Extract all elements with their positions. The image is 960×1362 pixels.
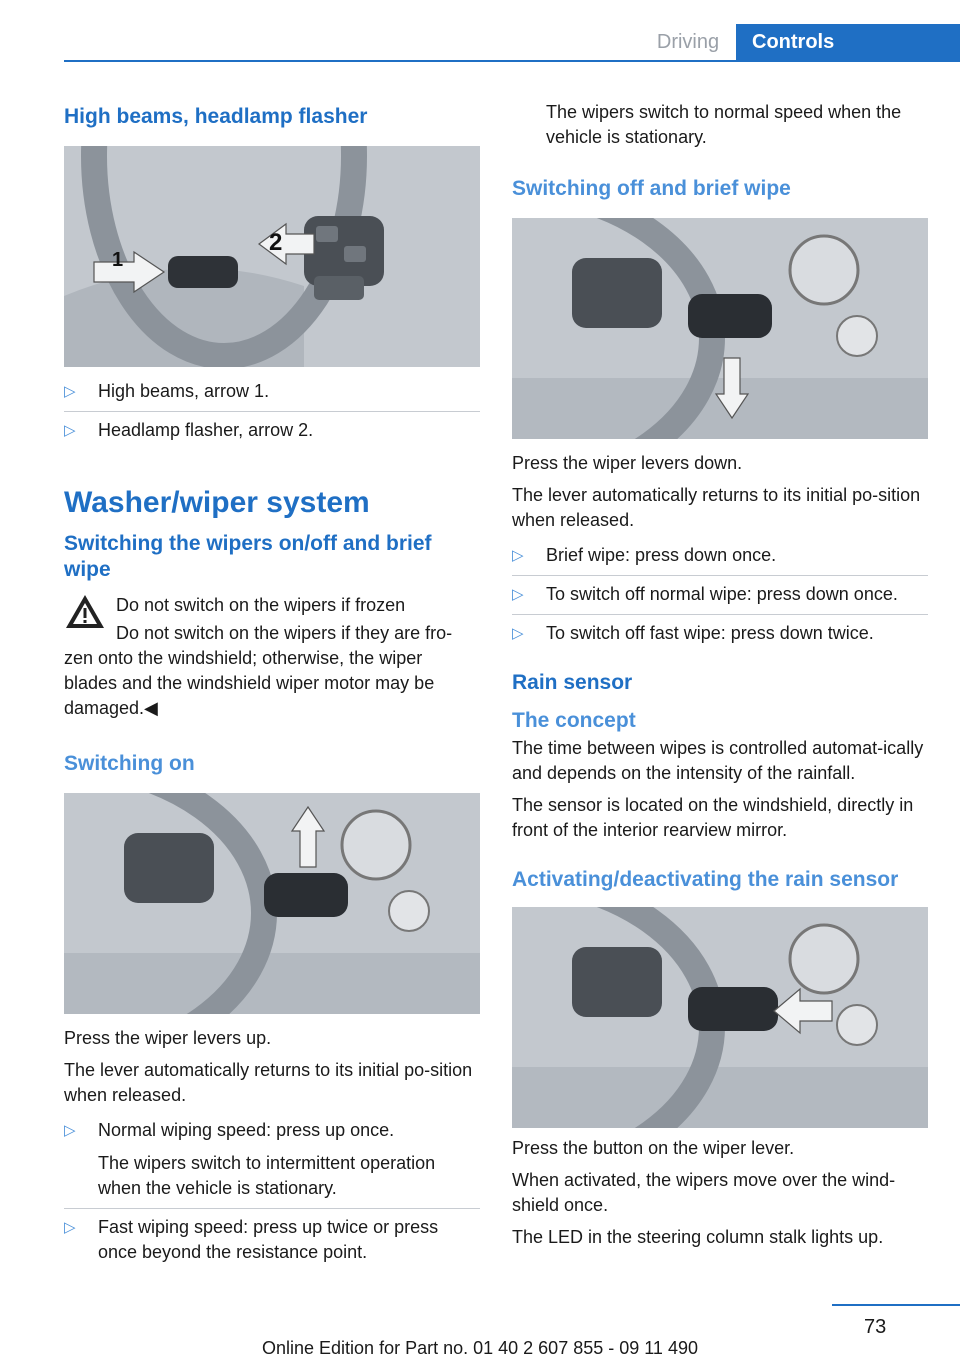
figure-high-beams xyxy=(64,146,480,367)
list-item: ▷ Headlamp flasher, arrow 2. xyxy=(64,418,480,443)
warning-text: zen onto the windshield; otherwise, the wiper blades and the windshield wiper motor may be damaged.◀ xyxy=(64,648,435,718)
right-column xyxy=(512,100,928,1250)
figure-label-1: 1 xyxy=(112,249,124,271)
list-item: ▷ Brief wipe: press down once. xyxy=(512,543,928,568)
left-column xyxy=(64,100,480,1265)
warning-triangle-icon xyxy=(64,593,106,631)
paragraph: The time between wipes is controlled automat-ically and depends on the intensity of the rainfall. xyxy=(512,738,924,783)
figure-switching-on xyxy=(64,793,480,1014)
list-separator xyxy=(512,614,928,615)
heading-concept: The concept xyxy=(512,709,636,732)
list-item-sub: The wipers switch to intermittent operation when the vehicle is stationary. xyxy=(98,1153,436,1198)
paragraph: The LED in the steering column stalk lights up. xyxy=(512,1227,884,1247)
list-item: ▷ To switch off fast wipe: press down twice. xyxy=(512,621,928,646)
list-separator xyxy=(64,1208,480,1209)
triangle-bullet-icon: ▷ xyxy=(64,1219,76,1236)
header-section: Driving xyxy=(656,31,720,53)
figure-rain-sensor xyxy=(512,907,928,1128)
triangle-bullet-icon: ▷ xyxy=(512,547,524,564)
warning-title: Do not switch on the wipers if frozen xyxy=(116,595,406,615)
list-separator xyxy=(512,575,928,576)
triangle-bullet-icon: ▷ xyxy=(512,625,524,642)
heading-high-beams: High beams, headlamp flasher xyxy=(64,105,368,128)
footer-rule xyxy=(832,1304,960,1306)
list-item: ▷ To switch off normal wipe: press down once. xyxy=(512,582,928,607)
footer-edition: Online Edition for Part no. 01 40 2 607 855 - 09 11 490 xyxy=(262,1338,698,1358)
heading-switching-wipers: Switching the wipers on/off and brief wipe xyxy=(64,532,432,581)
triangle-bullet-icon: ▷ xyxy=(64,383,76,400)
paragraph: The sensor is located on the windshield, directly in front of the interior rearview mirror. xyxy=(512,795,914,840)
paragraph: Press the wiper levers down. xyxy=(512,453,743,473)
triangle-bullet-icon: ▷ xyxy=(64,422,76,439)
list-item: ▷ Normal wiping speed: press up once. xyxy=(64,1118,480,1143)
paragraph: Press the button on the wiper lever. xyxy=(512,1138,795,1158)
list-separator xyxy=(64,411,480,412)
heading-switching-on: Switching on xyxy=(64,752,195,775)
list-item-continued: The wipers switch to normal speed when the vehicle is stationary. xyxy=(546,102,902,147)
paragraph: The lever automatically returns to its initial po-sition when released. xyxy=(512,485,921,530)
paragraph: The lever automatically returns to its initial po-sition when released. xyxy=(64,1060,473,1105)
paragraph: When activated, the wipers move over the wind-shield once. xyxy=(512,1170,896,1215)
triangle-bullet-icon: ▷ xyxy=(512,586,524,603)
figure-switching-off xyxy=(512,218,928,439)
header-rule xyxy=(64,60,960,62)
heading-switching-off: Switching off and brief wipe xyxy=(512,177,791,200)
warning-block xyxy=(64,593,480,646)
warning-text-line: Do not switch on the wipers if they are fro- xyxy=(116,623,453,643)
paragraph: Press the wiper levers up. xyxy=(64,1028,272,1048)
figure-label-2: 2 xyxy=(269,229,283,256)
list-item: ▷ High beams, arrow 1. xyxy=(64,379,480,404)
header-chapter-tab: Controls xyxy=(736,24,960,60)
page-number: 73 xyxy=(864,1316,887,1338)
list-item: ▷ Fast wiping speed: press up twice or press once beyond the resistance point. xyxy=(64,1217,439,1262)
triangle-bullet-icon: ▷ xyxy=(64,1122,76,1139)
heading-rain-sensor: Rain sensor xyxy=(512,671,633,694)
page-header xyxy=(0,24,960,60)
heading-activating-rain-sensor: Activating/deactivating the rain sensor xyxy=(512,868,899,891)
heading-washer-wiper: Washer/wiper system xyxy=(64,486,370,519)
